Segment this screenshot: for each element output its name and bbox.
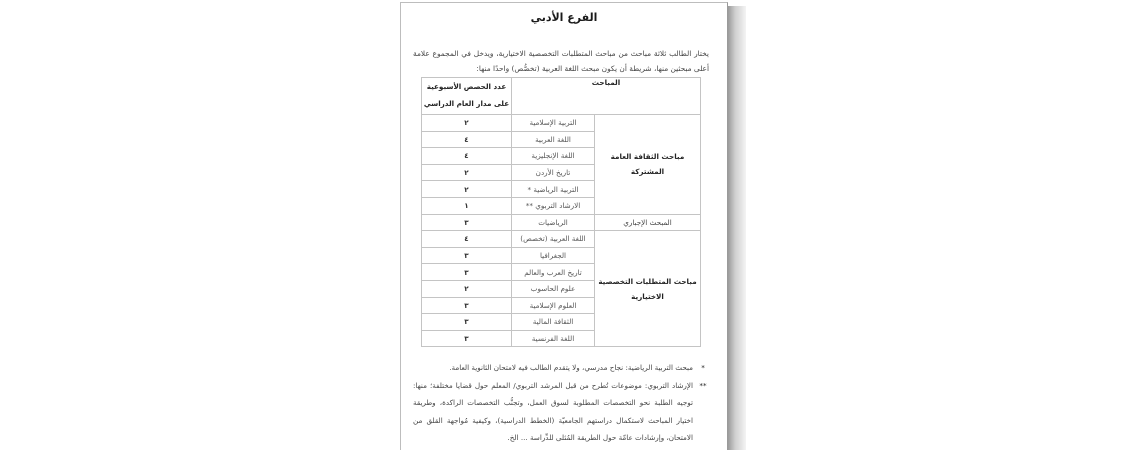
footnote bbox=[413, 359, 713, 377]
subject-name: اللغة الإنجليزية bbox=[512, 148, 595, 165]
subject-name: تاريخ الأردن bbox=[512, 164, 595, 181]
weekly-count: ٤ bbox=[422, 131, 512, 148]
subject-name: الجغرافيا bbox=[512, 247, 595, 264]
header-count-line1: عدد الحصص الأسبوعية bbox=[426, 82, 507, 91]
weekly-count: ٣ bbox=[422, 297, 512, 314]
table-row bbox=[422, 214, 701, 231]
header-weekly-count bbox=[422, 78, 512, 115]
subject-name: علوم الحاسوب bbox=[512, 280, 595, 297]
document-page bbox=[400, 2, 728, 450]
weekly-count: ٣ bbox=[422, 330, 512, 347]
intro-paragraph: يختار الطالب ثلاثة مباحث من مباحث المتطلبات التخصصية الاختيارية، ويدخل في المجموع علامة أعلى مبحثين منها، شريطة أن يكون مبحث اللغة العربية (تخصُّص) واحدًا منها: bbox=[413, 49, 709, 73]
footnote bbox=[413, 377, 713, 447]
subject-group: مباحث المتطلبات التخصصية الاختيارية bbox=[595, 231, 701, 347]
header-count-line2: على مدار العام الدراسي bbox=[423, 99, 510, 108]
table-body bbox=[422, 115, 701, 347]
subject-name: التربية الإسلامية bbox=[512, 115, 595, 132]
table-row bbox=[422, 231, 701, 248]
footnotes bbox=[413, 359, 713, 447]
header-subjects: المباحث bbox=[512, 78, 701, 115]
subject-name: الارشاد التربوي ** bbox=[512, 197, 595, 214]
subject-name: اللغة العربية bbox=[512, 131, 595, 148]
table-header-row bbox=[422, 78, 701, 115]
footnote-text: مبحث التربية الرياضية: نجاح مدرسي، ولا يتقدم الطالب فيه لامتحان الثانوية العامة. bbox=[449, 363, 693, 372]
weekly-count: ٢ bbox=[422, 280, 512, 297]
weekly-count: ٤ bbox=[422, 231, 512, 248]
weekly-count: ٣ bbox=[422, 247, 512, 264]
table-row bbox=[422, 115, 701, 132]
weekly-count: ٢ bbox=[422, 181, 512, 198]
weekly-count: ١ bbox=[422, 197, 512, 214]
subject-name: التربية الرياضية * bbox=[512, 181, 595, 198]
weekly-count: ٣ bbox=[422, 264, 512, 281]
weekly-count: ٢ bbox=[422, 115, 512, 132]
footnote-mark: * bbox=[701, 363, 705, 372]
subject-name: تاريخ العرب والعالم bbox=[512, 264, 595, 281]
weekly-count: ٢ bbox=[422, 164, 512, 181]
weekly-count: ٣ bbox=[422, 214, 512, 231]
subject-name: الرياضيات bbox=[512, 214, 595, 231]
subject-name: اللغة العربية (تخصص) bbox=[512, 231, 595, 248]
subjects-table bbox=[421, 77, 701, 347]
page-title: الفرع الأدبي bbox=[530, 11, 598, 24]
page-shadow bbox=[728, 6, 746, 450]
subject-group: المبحث الإجباري bbox=[595, 214, 701, 231]
subject-name: العلوم الإسلامية bbox=[512, 297, 595, 314]
subject-name: اللغة الفرنسية bbox=[512, 330, 595, 347]
weekly-count: ٤ bbox=[422, 148, 512, 165]
subject-name: الثقافة المالية bbox=[512, 314, 595, 331]
footnote-mark: ** bbox=[699, 380, 707, 390]
weekly-count: ٣ bbox=[422, 314, 512, 331]
subject-group: مباحث الثقافة العامة المشتركة bbox=[595, 115, 701, 215]
footnote-text: الإرشاد التربوي: موضوعات تُطرح من قبل المرشد التربوي/ المعلم حول قضايا مختلفة؛ منها: توجيه الطلبة نحو التخصصات المطلوبة لسوق العمل، وتجنُّب التخصصات الراكدة، وطريقة اختيار المباحث لاستكمال دراستهم الجامعيّة (الخطط الدراسية)، وكيفية مُواجهة القلق من الامتحان، وإرشادات عامّة حول الطريقة المُثلى للدِّراسة ... الخ. bbox=[413, 380, 693, 442]
